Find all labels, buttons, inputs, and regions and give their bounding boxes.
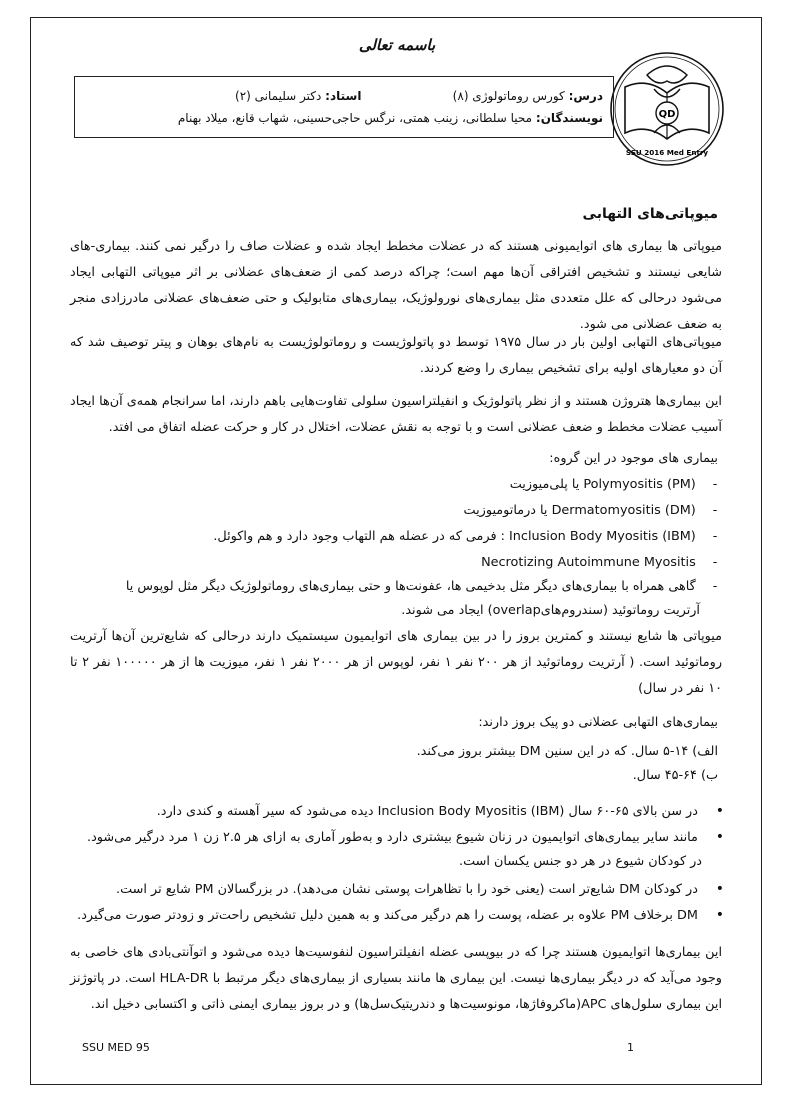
- disease-en: Dermatomyositis (DM): [551, 503, 696, 518]
- peak-a-term: DM: [519, 744, 541, 759]
- bullet-text: در کودکان: [644, 882, 698, 897]
- overlap-term: overlap: [492, 603, 541, 618]
- peak-a: [417, 744, 718, 759]
- bullet-continuation: در کودکان شیوع در هر دو جنس یکسان است.: [459, 854, 702, 869]
- peak-a-pre: الف) ۱۴-۵ سال. که در این سنین: [544, 744, 718, 759]
- logo-caption: SSU 2016 Med Entry: [625, 148, 709, 157]
- bullet-text: برخلاف: [633, 908, 673, 923]
- paragraph-prevalence: میوپاتی ها شایع نیستند و کمترین بروز را در بین بیماری های اتوایمیون سیستمیک دارند درحالی که شایع‌ترین آن‌ها آرتریت روماتوئید است. ( آرتریت روماتوئید از هر ۲۰۰ نفر ۱ نفر، لوپوس از هر ۲۰۰۰ نفر ۱ نفر، میوزیت ها از هر ۱۰۰۰۰۰ نفر ۲ تا ۱۰ نفر در سال): [70, 629, 723, 696]
- course-value: کورس روماتولوژی (۸): [452, 89, 565, 103]
- paragraph-history: میوپاتی‌های التهابی اولین بار در سال ۱۹۷۵ توسط دو پاتولوژیست و روماتولوژیست به نام‌های بوهان و پیتر توصیف شد که آن دو معیارهای اولیه برای تشخیص بیماری را وضع کردند.: [70, 335, 723, 376]
- disease-fa: یا پلی‌میوزیت: [509, 477, 580, 492]
- bullet-term: PM: [194, 882, 214, 897]
- overlap-text-post: ) ایجاد می شوند.: [401, 603, 493, 618]
- bullet-term: Inclusion Body Myositis (IBM): [377, 804, 565, 819]
- instructor-info: [235, 89, 361, 103]
- list-item: [77, 907, 724, 923]
- list-item: - Polymyositis (PM) یا پلی‌میوزیت: [509, 477, 718, 492]
- disease-fa: یا درماتومیوزیت: [463, 503, 548, 518]
- course-row: [85, 85, 603, 107]
- instructor-value: دکتر سلیمانی (۲): [235, 89, 322, 103]
- peak-b: ب) ۶۴-۴۵ سال.: [632, 768, 718, 783]
- peak-intro: بیماری‌های التهابی عضلانی دو پیک بروز دارند:: [478, 715, 718, 730]
- disease-en: Inclusion Body Myositis (IBM): [509, 529, 696, 544]
- bullet-text: دیده می‌شود که سیر آهسته و کندی دارد.: [156, 804, 374, 819]
- bullet-term: PM: [610, 908, 630, 923]
- logo-monogram: QD: [658, 109, 676, 120]
- authors-value: محیا سلطانی، زینب همتی، نرگس حاجی‌حسینی، شهاب قانع، میلاد بهنام: [177, 111, 533, 125]
- list-item: [87, 829, 724, 845]
- overlap-line-2: [401, 603, 700, 618]
- page-number: 1: [627, 1041, 634, 1054]
- authors-label: نویسندگان:: [535, 111, 603, 125]
- footer-label: SSU MED 95: [82, 1041, 150, 1054]
- authors-row: [85, 107, 603, 129]
- basmala-heading: باسمه تعالی: [358, 36, 436, 54]
- disease-en: Polymyositis (PM): [583, 477, 696, 492]
- disease-fa: : فرمی که در عضله هم التهاب وجود دارد و هم واکوئل.: [213, 529, 505, 544]
- list-item: [116, 881, 724, 897]
- list-item: - Necrotizing Autoimmune Myositis: [481, 555, 718, 570]
- overlap-line-1: گاهی همراه با بیماری‌های دیگر مثل بدخیمی ها، عفونت‌ها و حتی بیماری‌های روماتولوژیک دیگر مثل لوپوس یا: [125, 579, 696, 594]
- list-item: - Inclusion Body Myositis (IBM) : فرمی که در عضله هم التهاب وجود دارد و هم واکوئل.: [213, 529, 718, 544]
- course-info-box: [74, 76, 614, 138]
- list-item: - گاهی همراه با بیماری‌های دیگر مثل بدخیمی ها، عفونت‌ها و حتی بیماری‌های روماتولوژیک دیگر مثل لوپوس یا: [125, 579, 718, 594]
- course-label: درس:: [568, 89, 603, 103]
- group-intro: بیماری های موجود در این گروه:: [549, 451, 718, 466]
- bullet-term: DM: [677, 908, 698, 923]
- bullet-text: شایع‌تر است (یعنی خود را با تظاهرات پوستی نشان می‌دهد). در بزرگسالان: [217, 882, 616, 897]
- university-logo: [607, 47, 727, 177]
- disease-en: Necrotizing Autoimmune Myositis: [481, 555, 696, 570]
- paragraph-intro: میوپاتی ها بیماری های اتوایمیونی هستند که در عضلات مخطط ایجاد شده و عضلات صاف را درگیر نمی کنند. بیماری‌-های شایعی نیستند و تشخیص افتراقی آن‌ها مهم است؛ چراکه درصد کمی از ضعف‌های عضلانی بر اثر میوپاتی التهابی ایجاد می‌شود درحالی که علل متعددی مثل بیماری‌های نورولوژیک، بیماری‌های متابولیک و حتی ضعف‌های عضلانی مادرزادی منجر به ضعف عضلانی می شود.: [70, 239, 722, 332]
- instructor-label: استاد:: [325, 89, 362, 103]
- section-title: میوپاتی‌های التهابی: [582, 206, 718, 222]
- overlap-text-pre: آرتریت روماتوئید (سندروم‌های: [540, 603, 700, 618]
- course-info: [453, 89, 603, 103]
- bullet-text: علاوه بر عضله، پوست را هم درگیر می‌کند و به همین دلیل تشخیص راحت‌تر و زودتر صورت می‌گیرد.: [77, 908, 607, 923]
- list-item: - Dermatomyositis (DM) یا درماتومیوزیت: [463, 503, 718, 518]
- bullet-text: شایع تر است.: [116, 882, 191, 897]
- page-frame: [30, 17, 762, 1085]
- bullet-term: DM: [619, 882, 641, 897]
- list-item: [157, 803, 724, 819]
- paragraph-autoimmune: این بیماری‌ها اتوایمیون هستند چرا که در بیوپسی عضله انفیلتراسیون لنفوسیت‌ها دیده می‌شود و اتوآنتی‌بادی های خاصی به وجود می‌آید که در دیگر بیماری‌ها نیست. این بیماری ها مانند بسیاری از بیماری‌های دیگر مرتبط با HLA-DR است. در پاتوژنز این بیماری سلول‌های APC(ماکروفاژها، مونوسیت‌ها و دندریتیک‌سل‌ها) و در بروز بیماری ایمنی ذاتی و اکتسابی دخیل اند.: [70, 945, 722, 1012]
- paragraph-heterogeneity: این بیماری‌ها هتروژن هستند و از نظر پاتولوژیک و انفیلتراسیون سلولی تفاوت‌هایی باهم دارند، اما سرانجام همه‌ی آن‌ها ایجاد آسیب عضلات مخطط و ضعف عضلانی است و با توجه به نقش عضلات، اختلال در کار و حرکت عضله اتفاق می افتد.: [70, 394, 722, 435]
- peak-a-post: بیشتر بروز می‌کند.: [416, 744, 516, 759]
- bullet-text: مانند سایر بیماری‌های اتوایمیون در زنان شیوع بیشتری دارد و به‌طور آماری به ازای هر ۲.۵ زن ۱ مرد درگیر می‌شود.: [87, 830, 698, 845]
- bullet-text: در سن بالای ۶۵-۶۰ سال: [568, 804, 698, 819]
